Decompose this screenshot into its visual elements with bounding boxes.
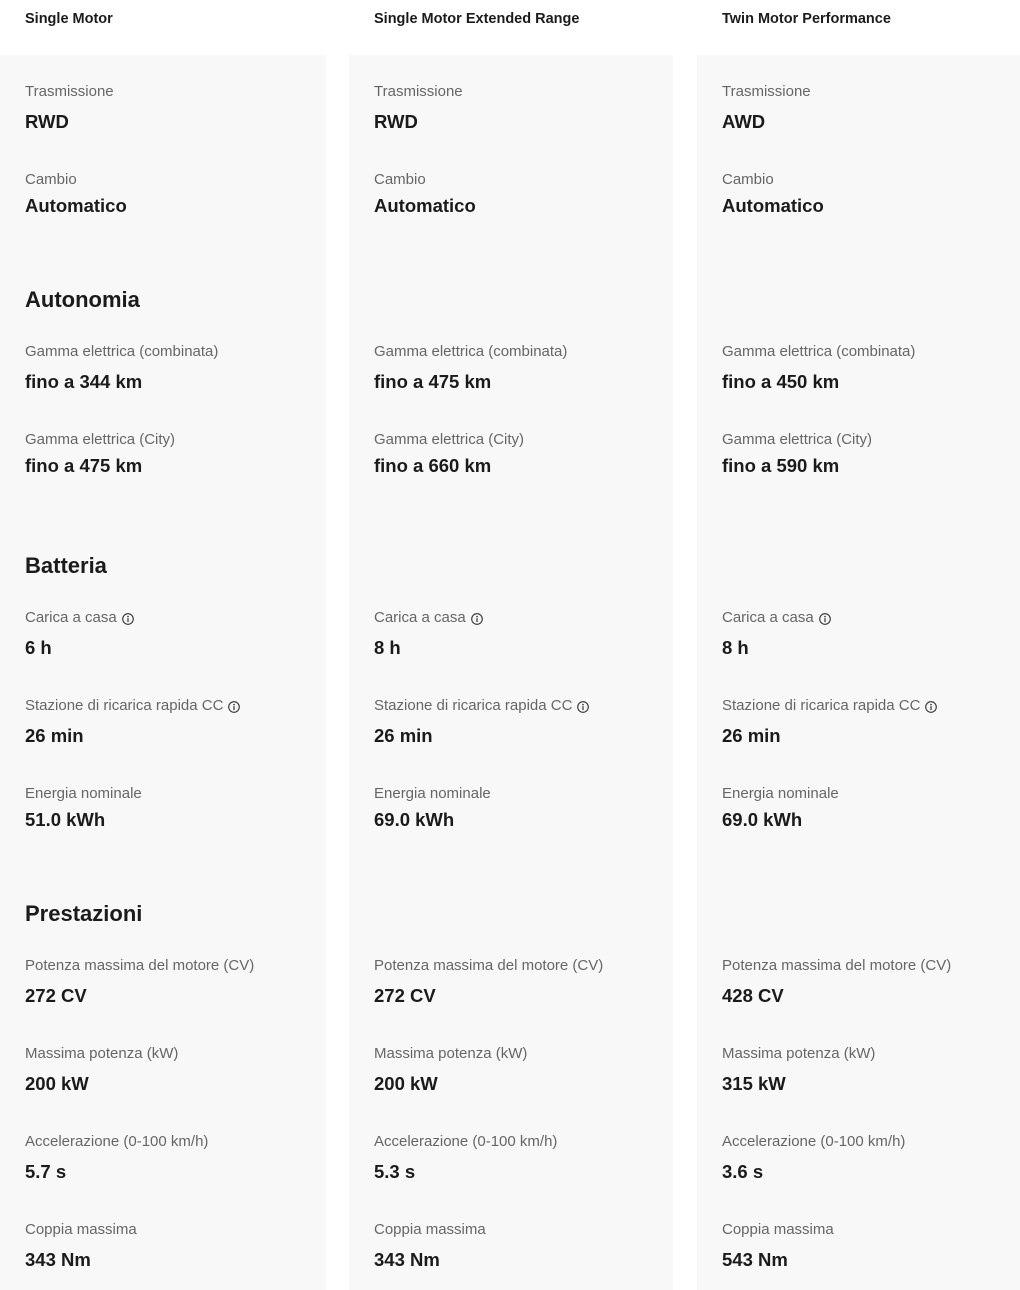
spec-value-max-torque: 343 Nm [374, 1249, 440, 1270]
spec-label-gearbox [722, 171, 774, 188]
spec-value-transmission: RWD [374, 111, 418, 132]
spec-label-acceleration [374, 1133, 557, 1150]
spec-label-text: Coppia massima [722, 1221, 834, 1238]
info-circle-icon[interactable] [577, 700, 589, 712]
spec-label-text: Gamma elettrica (combinata) [25, 343, 219, 360]
section-title-batteria: Batteria [25, 553, 107, 578]
spec-value-max-power-cv: 428 CV [722, 985, 784, 1006]
spec-value-nominal-energy: 51.0 kWh [25, 809, 106, 830]
spec-label-text: Massima potenza (kW) [722, 1045, 876, 1062]
spec-value-max-power-cv: 272 CV [374, 985, 436, 1006]
spec-value-max-power-kw: 200 kW [25, 1073, 89, 1094]
spec-label-dc-fast [25, 697, 240, 714]
spec-label-text: Potenza massima del motore (CV) [722, 957, 952, 974]
spec-label-max-power-kw [374, 1045, 527, 1062]
spec-value-dc-fast: 26 min [25, 725, 84, 746]
section-title-autonomia: Autonomia [25, 287, 140, 312]
spec-value-max-torque: 543 Nm [722, 1249, 788, 1270]
spec-label-nominal-energy [374, 785, 491, 802]
spec-label-text: Gamma elettrica (City) [374, 431, 525, 448]
spec-label-max-power-cv [722, 957, 951, 974]
spec-label-text: Trasmissione [25, 83, 114, 100]
info-circle-icon[interactable] [228, 700, 240, 712]
spec-label-range-city [374, 431, 524, 448]
spec-label-text: Potenza massima del motore (CV) [374, 957, 604, 974]
spec-label-max-torque [374, 1221, 486, 1238]
spec-label-acceleration [722, 1133, 905, 1150]
spec-label-text: Stazione di ricarica rapida CC [25, 697, 224, 714]
spec-label-max-power-cv [25, 957, 254, 974]
info-circle-icon[interactable] [925, 700, 937, 712]
spec-label-range-combined [374, 343, 567, 360]
spec-value-max-power-kw: 315 kW [722, 1073, 786, 1094]
spec-value-max-torque: 343 Nm [25, 1249, 91, 1270]
spec-label-text: Energia nominale [25, 785, 142, 802]
spec-label-text: Accelerazione (0-100 km/h) [374, 1133, 558, 1150]
spec-label-text: Trasmissione [374, 83, 463, 100]
spec-panel-twin-motor-performance [697, 55, 1020, 1290]
spec-value-home-charge: 8 h [722, 637, 749, 658]
spec-label-text: Gamma elettrica (City) [722, 431, 873, 448]
spec-label-range-city [722, 431, 872, 448]
spec-value-max-power-cv: 272 CV [25, 985, 87, 1006]
spec-label-max-torque [25, 1221, 137, 1238]
spec-label-text: Gamma elettrica (combinata) [374, 343, 568, 360]
spec-value-range-city: fino a 475 km [25, 455, 143, 476]
spec-label-text: Massima potenza (kW) [25, 1045, 179, 1062]
spec-label-text: Cambio [722, 171, 774, 188]
spec-value-transmission: RWD [25, 111, 69, 132]
spec-value-range-city: fino a 660 km [374, 455, 492, 476]
spec-label-nominal-energy [722, 785, 839, 802]
spec-label-text: Coppia massima [25, 1221, 137, 1238]
spec-label-transmission [374, 83, 463, 100]
spec-label-transmission [25, 83, 114, 100]
spec-value-nominal-energy: 69.0 kWh [374, 809, 455, 830]
spec-label-transmission [722, 83, 811, 100]
spec-value-gearbox: Automatico [25, 195, 127, 216]
spec-label-text: Accelerazione (0-100 km/h) [25, 1133, 209, 1150]
spec-value-acceleration: 5.7 s [25, 1161, 67, 1182]
spec-label-text: Trasmissione [722, 83, 811, 100]
spec-value-gearbox: Automatico [374, 195, 476, 216]
info-circle-icon[interactable] [122, 612, 134, 624]
spec-label-range-city [25, 431, 175, 448]
info-circle-icon[interactable] [471, 612, 483, 624]
spec-label-max-power-cv [374, 957, 603, 974]
spec-label-text: Carica a casa [25, 609, 117, 626]
spec-label-nominal-energy [25, 785, 142, 802]
info-circle-icon[interactable] [819, 612, 831, 624]
spec-label-text: Carica a casa [374, 609, 466, 626]
spec-value-range-combined: fino a 344 km [25, 371, 143, 392]
spec-value-range-combined: fino a 450 km [722, 371, 840, 392]
spec-label-text: Gamma elettrica (combinata) [722, 343, 916, 360]
spec-value-gearbox: Automatico [722, 195, 824, 216]
spec-label-max-power-kw [722, 1045, 875, 1062]
spec-label-home-charge [374, 609, 483, 626]
spec-label-text: Energia nominale [722, 785, 839, 802]
spec-panel-single-motor-extended-range [349, 55, 673, 1290]
spec-label-gearbox [374, 171, 426, 188]
spec-value-range-city: fino a 590 km [722, 455, 840, 476]
spec-value-home-charge: 8 h [374, 637, 401, 658]
section-title-prestazioni: Prestazioni [25, 901, 143, 926]
spec-value-dc-fast: 26 min [722, 725, 781, 746]
spec-label-text: Carica a casa [722, 609, 814, 626]
spec-value-acceleration: 5.3 s [374, 1161, 416, 1182]
spec-label-text: Energia nominale [374, 785, 491, 802]
column-title-twin-motor-performance: Twin Motor Performance [722, 11, 891, 27]
column-title-single-motor: Single Motor [25, 11, 113, 27]
spec-label-max-power-kw [25, 1045, 178, 1062]
spec-label-range-combined [25, 343, 218, 360]
column-header-row [0, 0, 1020, 55]
spec-label-gearbox [25, 171, 77, 188]
spec-label-text: Cambio [25, 171, 77, 188]
spec-value-range-combined: fino a 475 km [374, 371, 492, 392]
spec-value-dc-fast: 26 min [374, 725, 433, 746]
spec-value-transmission: AWD [722, 111, 766, 132]
spec-value-nominal-energy: 69.0 kWh [722, 809, 803, 830]
spec-label-text: Stazione di ricarica rapida CC [722, 697, 921, 714]
column-title-single-motor-extended-range: Single Motor Extended Range [374, 11, 580, 27]
spec-label-range-combined [722, 343, 915, 360]
spec-label-text: Potenza massima del motore (CV) [25, 957, 255, 974]
spec-label-text: Cambio [374, 171, 426, 188]
spec-label-dc-fast [722, 697, 937, 714]
spec-label-max-torque [722, 1221, 834, 1238]
spec-value-acceleration: 3.6 s [722, 1161, 764, 1182]
spec-label-text: Accelerazione (0-100 km/h) [722, 1133, 906, 1150]
spec-panel-single-motor [0, 55, 326, 1290]
spec-label-dc-fast [374, 697, 589, 714]
spec-label-text: Massima potenza (kW) [374, 1045, 528, 1062]
spec-label-home-charge [25, 609, 134, 626]
spec-value-max-power-kw: 200 kW [374, 1073, 438, 1094]
spec-label-text: Coppia massima [374, 1221, 486, 1238]
spec-label-text: Gamma elettrica (City) [25, 431, 176, 448]
spec-label-home-charge [722, 609, 831, 626]
spec-label-acceleration [25, 1133, 208, 1150]
spec-value-home-charge: 6 h [25, 637, 52, 658]
spec-label-text: Stazione di ricarica rapida CC [374, 697, 573, 714]
